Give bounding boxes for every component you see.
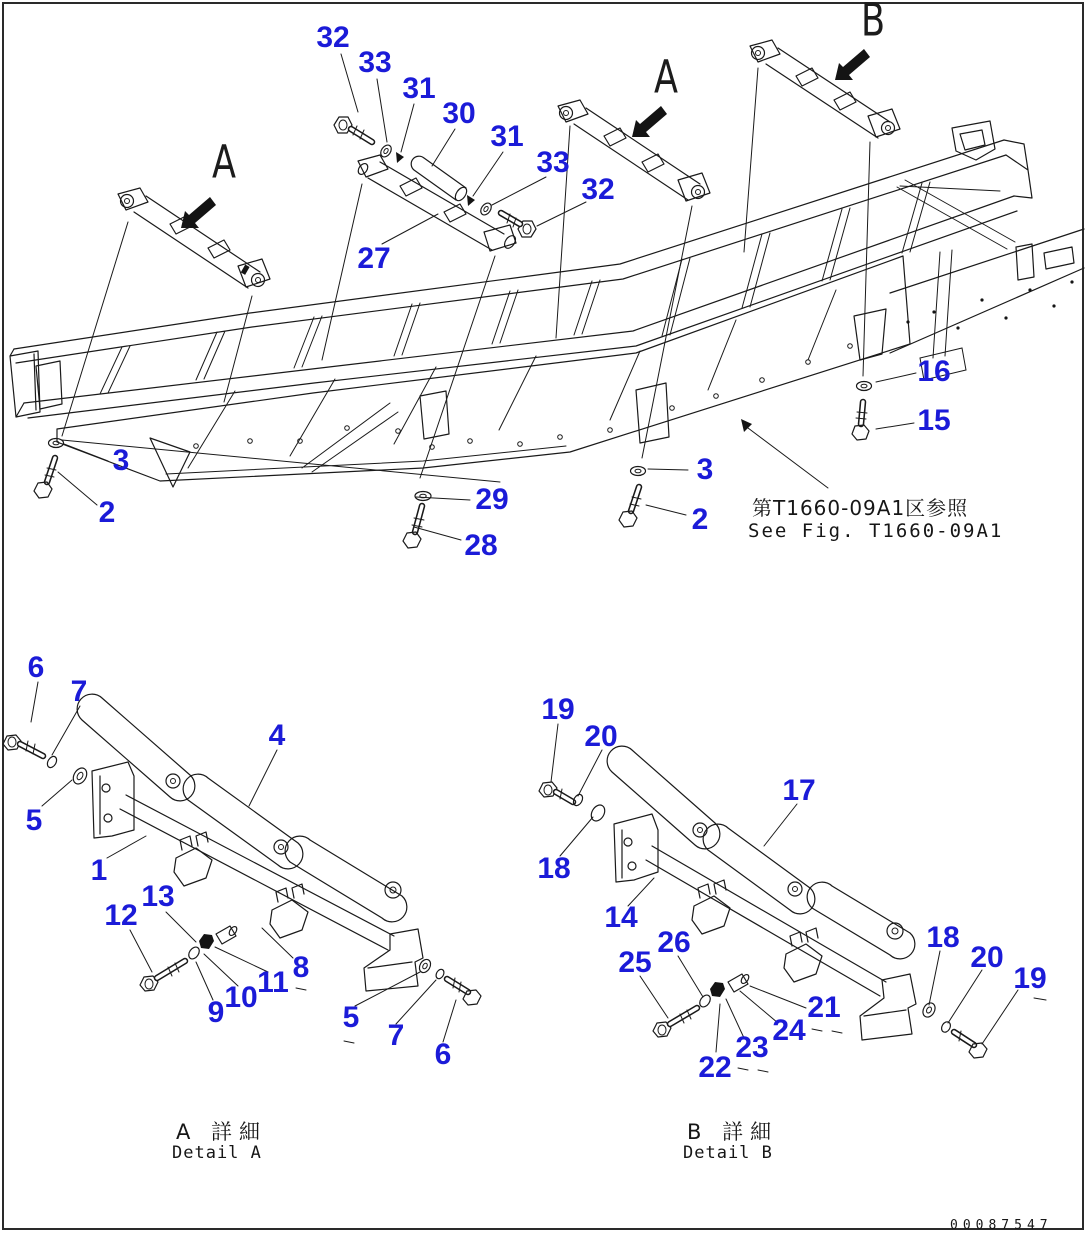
callout-18: 18 [926, 921, 960, 954]
callout-31: 31 [490, 120, 524, 153]
callout-23: 23 [735, 1031, 769, 1064]
callout-17: 17 [782, 774, 816, 807]
reference-note-jp: 第T1660-09A1区参照 [752, 496, 969, 520]
callout-32: 32 [316, 21, 350, 54]
callout-6: 6 [27, 651, 45, 684]
view-marker-a: A [653, 50, 679, 104]
crossmember-a-installed [118, 188, 270, 288]
callout-24: 24 [772, 1014, 806, 1047]
callout-12: 12 [104, 899, 138, 932]
callout-29: 29 [475, 483, 509, 516]
callout-26: 26 [657, 926, 691, 959]
callout-11: 11 [257, 966, 289, 999]
callout-1: 1 [90, 854, 108, 887]
callout-2: 2 [691, 503, 709, 536]
callout-3: 3 [696, 453, 714, 486]
callout-27: 27 [357, 242, 391, 275]
callout-4: 4 [268, 719, 286, 752]
callout-6: 6 [434, 1038, 452, 1071]
detail-b-title-en: Detail B [683, 1143, 773, 1163]
detail-b-title-jp: B 詳細 [687, 1120, 779, 1144]
callout-31: 31 [402, 72, 436, 105]
arrow-a2-icon [632, 106, 667, 137]
callout-25: 25 [618, 946, 652, 979]
callout-3: 3 [112, 444, 130, 477]
callout-33: 33 [358, 46, 392, 79]
document-number: 00087547 [950, 1218, 1053, 1233]
detail-a-title-en: Detail A [172, 1143, 262, 1163]
callout-30: 30 [442, 97, 476, 130]
callout-20: 20 [584, 720, 618, 753]
callout-5: 5 [25, 804, 43, 837]
callout-9: 9 [207, 996, 225, 1029]
callout-21: 21 [807, 991, 841, 1024]
callout-32: 32 [581, 173, 615, 206]
callout-7: 7 [70, 675, 88, 708]
arrow-b-icon [835, 49, 870, 80]
reference-note-en: See Fig. T1660-09A1 [748, 520, 1004, 542]
detail-a-title-jp: A 詳細 [176, 1120, 268, 1144]
callout-5: 5 [342, 1001, 360, 1034]
callout-33: 33 [536, 146, 570, 179]
detail-a-view [3, 694, 481, 1005]
callout-14: 14 [604, 901, 638, 934]
callout-10: 10 [224, 981, 258, 1014]
view-marker-b: B [860, 0, 886, 47]
callout-15: 15 [917, 404, 951, 437]
callout-22: 22 [698, 1051, 732, 1084]
tick-marks [296, 988, 1046, 1072]
view-arrow-icons [181, 46, 870, 228]
arrow-a-icon [181, 197, 216, 228]
view-marker-a: A [211, 135, 237, 189]
callout-18: 18 [537, 852, 571, 885]
callout-16: 16 [917, 355, 951, 388]
callout-13: 13 [141, 880, 175, 913]
callout-19: 19 [1013, 962, 1047, 995]
pin-31-arrowhead [396, 152, 404, 163]
callout-7: 7 [387, 1019, 405, 1052]
callout-20: 20 [970, 941, 1004, 974]
callout-2: 2 [98, 496, 116, 529]
crossmember-b-installed [750, 40, 900, 138]
callout-19: 19 [541, 693, 575, 726]
callout-8: 8 [292, 951, 310, 984]
callout-28: 28 [464, 529, 498, 562]
